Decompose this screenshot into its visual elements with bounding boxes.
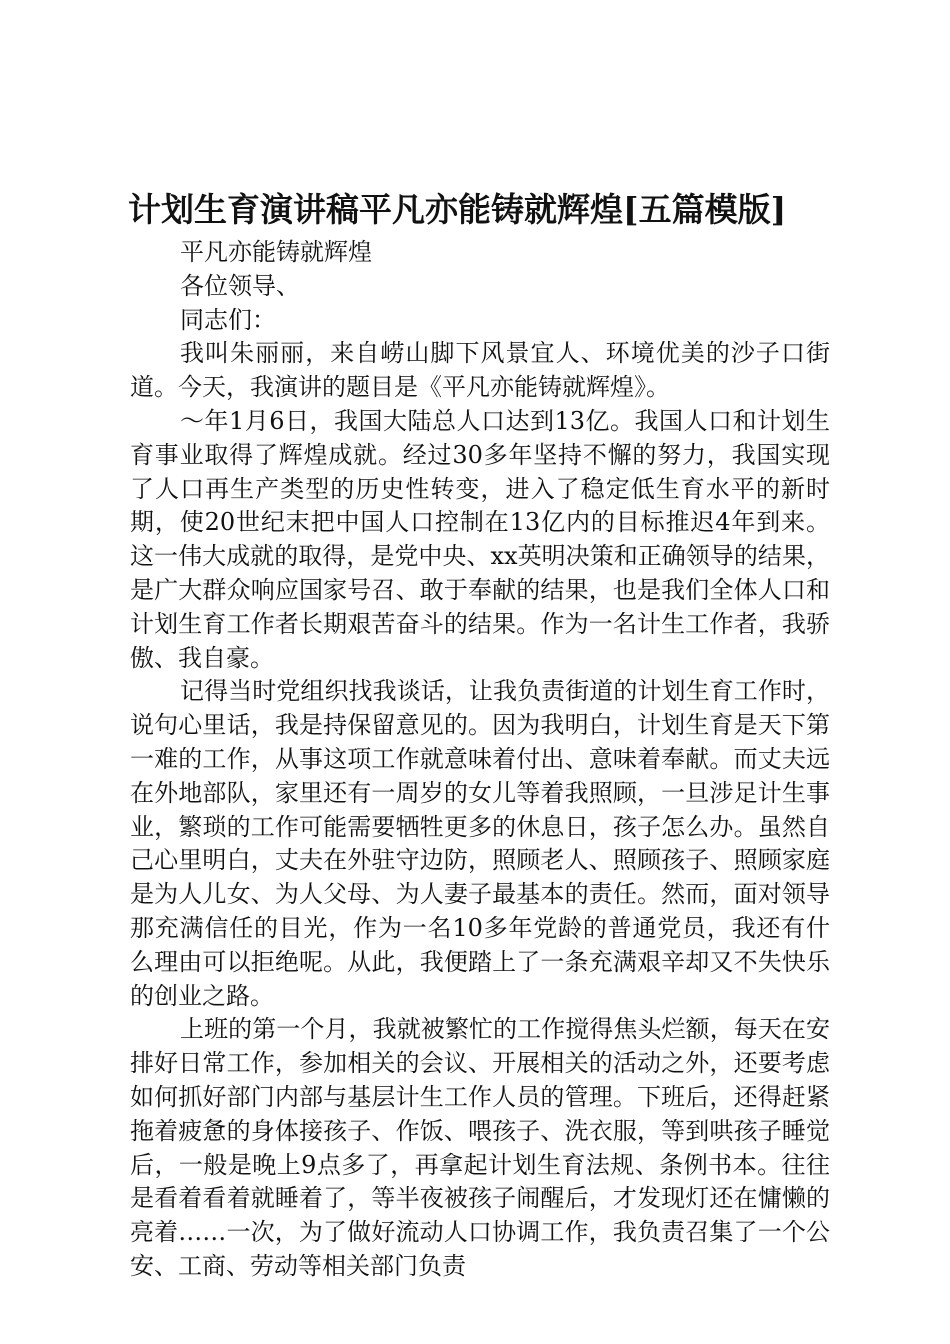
document-title: 计划生育演讲稿平凡亦能铸就辉煌[五篇模版] xyxy=(128,190,787,229)
paragraph-4: 上班的第一个月，我就被繁忙的工作搅得焦头烂额，每天在安排好日常工作，参加相关的会议、开展相关的活动之外，还要考虑如何抓好部门内部与基层计生工作人员的管理。下班后，还得赶紧拖着疲惫的身体接孩子、作饭、喂孩子、洗衣服，等到哄孩子睡觉后，一般是晚上9点多了，再拿起计划生育法规、条例书本。往往是看着看着就睡着了，等半夜被孩子闹醒后，才发现灯还在慵懒的亮着……一次，为了做好流动人口协调工作，我负责召集了一个公安、工商、劳动等相关部门负责 xyxy=(130,1015,830,1280)
paragraph-3: 记得当时党组织找我谈话，让我负责街道的计划生育工作时，说句心里话，我是持保留意见的。因为我明白，计划生育是天下第一难的工作，从事这项工作就意味着付出、意味着奉献。而丈夫远在外地部队，家里还有一周岁的女儿等着我照顾，一旦涉足计生事业，繁琐的工作可能需要牺牲更多的休息日，孩子怎么办。虽然自己心里明白，丈夫在外驻守边防，照顾老人、照顾孩子、照顾家庭是为人儿女、为人父母、为人妻子最基本的责任。然而，面对领导那充满信任的目光，作为一名10多年党龄的普通党员，我还有什么理由可以拒绝呢。从此，我便踏上了一条充满艰辛却又不失快乐的创业之路。 xyxy=(130,677,830,1010)
document-body xyxy=(130,236,830,1284)
paragraph-2: ～年1月6日，我国大陆总人口达到13亿。我国人口和计划生育事业取得了辉煌成就。经过30多年坚持不懈的努力，我国实现了人口再生产类型的历史性转变，进入了稳定低生育水平的新时期，使20世纪末把中国人口控制在13亿内的目标推迟4年到来。这一伟大成就的取得，是党中央、xx英明决策和正确领导的结果，是广大群众响应国家号召、敢于奉献的结果，也是我们全体人口和计划生育工作者长期艰苦奋斗的结果。作为一名计生工作者，我骄傲、我自豪。 xyxy=(130,406,830,672)
salutation-line-1: 各位领导、 xyxy=(180,271,300,300)
document-subtitle: 平凡亦能铸就辉煌 xyxy=(180,238,372,266)
salutation-line-2: 同志们： xyxy=(180,305,276,334)
paragraph-1: 我叫朱丽丽，来自崂山脚下风景宜人、环境优美的沙子口街道。今天，我演讲的题目是《平凡亦能铸就辉煌》。 xyxy=(130,339,830,402)
